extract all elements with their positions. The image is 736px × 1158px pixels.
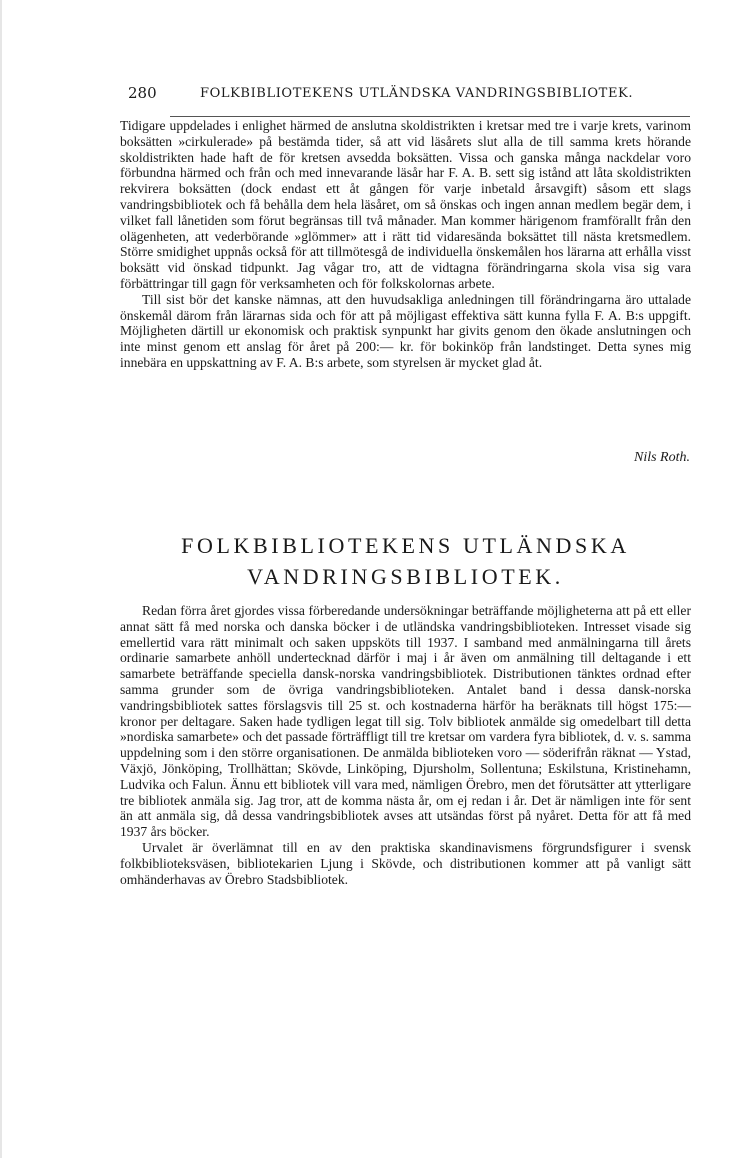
article-continuation — [120, 118, 691, 371]
scan-edge-shadow — [0, 0, 2, 1158]
article-paragraph-1: Tidigare uppdelades i enlighet härmed de anslutna skoldistrikten i kretsar med tre i varje krets, varinom boksätten »cirkulerade» på bestämda tider, så att vid läsårets slut alla de till samma krets hörande skoldistrikten hade haft de för kretsen avsedda boksätten. Vissa och ganska många nackdelar voro förbundna härmed och från och med innevarande läsår har F. A. B. sett sig istånd att låta skoldistrikten rekvirera boksätten (dock endast ett åt gången för varje inbetald årsavgift) såsom ett slags vandringsbibliotek och få behålla dem hela läsåret, om så önskas och ingen annan medlem begär dem, i vilket fall lånetiden som förut begränsas till två månader. Man kommer härigenom framförallt från den olägenheten, att vederbörande »glömmer» att i rätt tid vidaresända boksättet till nästa kretsmedlem. Större smidighet uppnås också för att tillmötesgå de individuella önskemålen hos lärarna att erhålla visst boksätt vid önskad tidpunkt. Jag vågar tro, att de vidtagna förändringarna skola visa sig vara förbättringar till gagn för verksamheten och för folkskolornas arbete. — [120, 118, 691, 291]
article-paragraph-2: Till sist bör det kanske nämnas, att den huvudsakliga anledningen till förändringarna äro uttalade önskemål därom från lärarnas sida och för att på möjligast effektiva sätt kunna fylla F. A. B:s uppgift. Möjligheten därtill ur ekonomisk och praktisk synpunkt har givits genom den ökade anslutningen och inte minst genom ett anslag för året på 200:— kr. för bokinköp från landstinget. Detta synes mig innebära en uppskattning av F. A. B:s arbete, som styrelsen är mycket glad åt. — [120, 291, 691, 370]
page-number: 280 — [128, 84, 157, 102]
page-header — [128, 84, 688, 108]
author-signature: Nils Roth. — [633, 450, 690, 465]
section-paragraph-2: Urvalet är överlämnat till en av den praktiska skandinavismens förgrundsfigurer i svensk folkbiblioteksväsen, bibliotekarien Ljung i Skövde, och distributionen kommer att på vanligt sätt omhänderhavas av Örebro Stadsbibliotek. — [120, 839, 691, 887]
header-rule — [170, 116, 690, 117]
running-title: FOLKBIBLIOTEKENS UTLÄNDSKA VANDRINGSBIBLIOTEK. — [200, 86, 634, 101]
section-body — [120, 603, 691, 887]
section-heading-line-2: VANDRINGSBIBLIOTEK. — [247, 564, 564, 589]
section-heading — [120, 530, 691, 592]
section-heading-line-1: FOLKBIBLIOTEKENS UTLÄNDSKA — [181, 533, 630, 558]
section-paragraph-1: Redan förra året gjordes vissa förberedande undersökningar beträffande möjligheterna att på ett eller annat sätt få med norska och danska böcker i de utländska vandringsbiblioteken. Intresset visade sig emellertid vara rätt minimalt och saken uppsköts till 1937. I samband med anmälningarna till årets ordinarie samarbete anhöll undertecknad därför i maj i år även om anmälning till deltagande i ett samarbete beträffande speciella dansk-norska vandringsbibliotek. Distributionen tänktes ordnad efter samma grunder som de övriga vandringsbiblioteken. Antalet band i dessa dansk-norska vandringsbibliotek sattes förslagsvis till 25 st. och kostnaderna härför ha beräknats till högst 175:— kronor per deltagare. Saken hade tydligen legat till sig. Tolv bibliotek anmälde sig omedelbart till detta »nordiska samarbete» och det passade förträffligt till tre kretsar om vardera fyra bibliotek, d. v. s. samma uppdelning som i den större organisationen. De anmälda biblioteken voro — söderifrån räknat — Ystad, Växjö, Jönköping, Trollhättan; Skövde, Linköping, Djursholm, Sollentuna; Eskilstuna, Kristinehamn, Ludvika och Falun. Ännu ett bibliotek vill vara med, nämligen Örebro, men det förutsätter att ytterligare tre bibliotek anmäla sig. Jag tror, att de komma nästa år, om ej redan i år. Det är nämligen inte för sent än att anmäla sig, då dessa vandringsbibliotek avses att utsändas först på nyåret. Detta för att få med 1937 års böcker. — [120, 603, 691, 840]
